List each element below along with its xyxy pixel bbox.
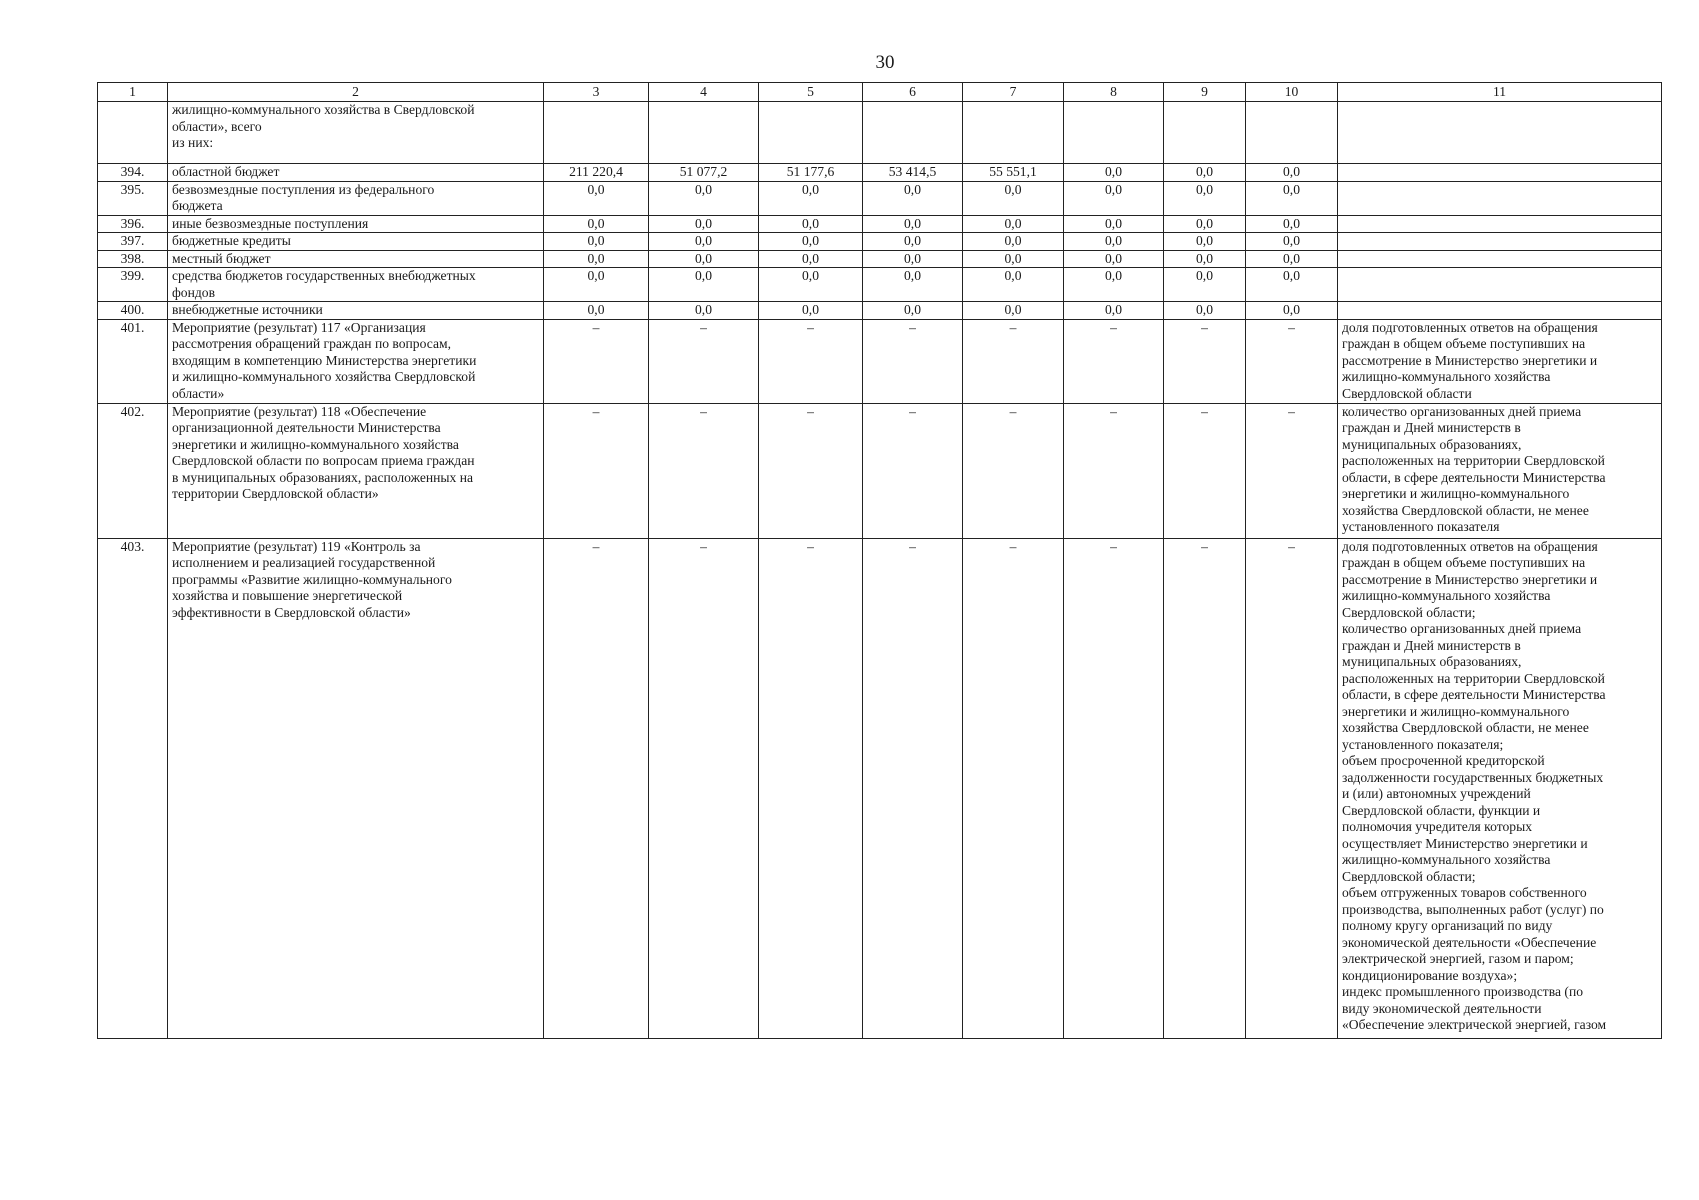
table-row <box>98 250 1662 268</box>
value-cell-col-10: – <box>1246 319 1338 403</box>
row-name-line: входящим в компетенцию Министерства энергетики <box>172 352 477 368</box>
value-cell-col-9: – <box>1164 538 1246 1038</box>
value-cell-col-9: – <box>1164 319 1246 403</box>
indicator-line: доля подготовленных ответов на обращения <box>1342 319 1598 335</box>
value-cell-col-6: 0,0 <box>863 181 963 215</box>
column-number-row <box>98 83 1662 102</box>
row-name-line: бюджета <box>172 198 223 213</box>
value-cell-col-3: 0,0 <box>544 268 649 302</box>
row-indicator <box>1338 268 1662 302</box>
value-cell-col-5: 0,0 <box>759 268 863 302</box>
row-name-line: в муниципальных образованиях, расположенных на <box>172 469 474 485</box>
value-cell-col-3: – <box>544 403 649 538</box>
indicator-line: «Обеспечение электрической энергией, газом <box>1342 1017 1607 1032</box>
value-cell-col-4: – <box>649 403 759 538</box>
indicator-line: Свердловской области, функции и <box>1342 802 1541 818</box>
row-indicator <box>1338 181 1662 215</box>
indicator-line: количество организованных дней приема <box>1342 621 1582 636</box>
row-indicator <box>1338 302 1662 320</box>
value-cell-col-9: 0,0 <box>1164 250 1246 268</box>
row-indicator <box>1338 102 1662 164</box>
row-name-line: Свердловской области по вопросам приема граждан <box>172 453 475 468</box>
value-cell-col-8: 0,0 <box>1064 233 1164 251</box>
value-cell-col-4 <box>649 102 759 164</box>
value-cell-col-8: 0,0 <box>1064 164 1164 182</box>
row-name-line: территории Свердловской области» <box>172 486 379 501</box>
value-cell-col-6: 0,0 <box>863 233 963 251</box>
indicator-line: количество организованных дней приема <box>1342 403 1582 419</box>
value-cell-col-6: 53 414,5 <box>863 164 963 182</box>
value-cell-col-3: 0,0 <box>544 233 649 251</box>
value-cell-col-8: – <box>1064 538 1164 1038</box>
value-cell-col-8: 0,0 <box>1064 215 1164 233</box>
row-name-line: из них: <box>172 135 214 150</box>
value-cell-col-9: 0,0 <box>1164 215 1246 233</box>
value-cell-col-9: 0,0 <box>1164 164 1246 182</box>
value-cell-col-10: – <box>1246 538 1338 1038</box>
indicator-line: экономической деятельности «Обеспечение <box>1342 934 1597 950</box>
table-row <box>98 215 1662 233</box>
table-body <box>98 102 1662 1039</box>
row-indicator <box>1338 164 1662 182</box>
value-cell-col-3 <box>544 102 649 164</box>
row-name-line: организационной деятельности Министерства <box>172 420 441 435</box>
row-indicator <box>1338 233 1662 251</box>
row-name-line: Мероприятие (результат) 118 «Обеспечение <box>172 403 427 419</box>
row-name-line: фондов <box>172 284 216 300</box>
row-name <box>168 403 544 538</box>
row-name-line: хозяйства и повышение энергетической <box>172 588 403 603</box>
value-cell-col-4: – <box>649 538 759 1038</box>
row-name <box>168 302 544 320</box>
value-cell-col-5: 0,0 <box>759 233 863 251</box>
column-header-5: 5 <box>759 83 863 102</box>
value-cell-col-10: 0,0 <box>1246 215 1338 233</box>
row-name-line: безвозмездные поступления из федерального <box>172 181 435 197</box>
value-cell-col-10: 0,0 <box>1246 250 1338 268</box>
indicator-line: электрической энергией, газом и паром; <box>1342 951 1574 966</box>
page-number: 30 <box>875 52 895 73</box>
row-name <box>168 538 544 1038</box>
value-cell-col-9 <box>1164 102 1246 164</box>
indicator-line: энергетики и жилищно-коммунального <box>1342 486 1570 501</box>
value-cell-col-3: 0,0 <box>544 302 649 320</box>
indicator-line: муниципальных образованиях, <box>1342 436 1522 452</box>
value-cell-col-10: 0,0 <box>1246 164 1338 182</box>
value-cell-col-6: 0,0 <box>863 302 963 320</box>
value-cell-col-5: 0,0 <box>759 215 863 233</box>
value-cell-col-8: – <box>1064 319 1164 403</box>
value-cell-col-5: 0,0 <box>759 181 863 215</box>
value-cell-col-9: 0,0 <box>1164 233 1246 251</box>
row-name-line: Мероприятие (результат) 119 «Контроль за <box>172 538 421 554</box>
table-row <box>98 268 1662 302</box>
column-header-11: 11 <box>1338 83 1662 102</box>
row-name <box>168 102 544 164</box>
column-header-1: 1 <box>98 83 168 102</box>
indicator-line: индекс промышленного производства (по <box>1342 984 1584 999</box>
row-name <box>168 250 544 268</box>
row-number <box>98 102 168 164</box>
indicator-line: задолженности государственных бюджетных <box>1342 769 1604 785</box>
value-cell-col-6: 0,0 <box>863 268 963 302</box>
value-cell-col-3: – <box>544 319 649 403</box>
row-number: 402. <box>98 403 168 538</box>
row-name-line: местный бюджет <box>172 250 271 266</box>
column-header-2: 2 <box>168 83 544 102</box>
row-name-line: бюджетные кредиты <box>172 233 291 248</box>
row-name-line: рассмотрения обращений граждан по вопросам, <box>172 336 451 351</box>
row-name-line: области», всего <box>172 118 262 134</box>
indicator-line: полномочия учредителя которых <box>1342 819 1532 834</box>
value-cell-col-7: 0,0 <box>963 268 1064 302</box>
column-header-4: 4 <box>649 83 759 102</box>
row-name-line: внебюджетные источники <box>172 302 323 317</box>
row-number: 399. <box>98 268 168 302</box>
value-cell-col-9: 0,0 <box>1164 181 1246 215</box>
indicator-line: области, в сфере деятельности Министерства <box>1342 687 1606 702</box>
budget-table <box>97 82 1662 1039</box>
table-row <box>98 233 1662 251</box>
value-cell-col-9: 0,0 <box>1164 268 1246 302</box>
row-number: 395. <box>98 181 168 215</box>
value-cell-col-10: – <box>1246 403 1338 538</box>
row-name <box>168 319 544 403</box>
row-indicator <box>1338 403 1662 538</box>
value-cell-col-8: 0,0 <box>1064 181 1164 215</box>
row-number: 403. <box>98 538 168 1038</box>
value-cell-col-7: 55 551,1 <box>963 164 1064 182</box>
value-cell-col-5: 0,0 <box>759 250 863 268</box>
indicator-line: хозяйства Свердловской области, не менее <box>1342 502 1589 518</box>
value-cell-col-5 <box>759 102 863 164</box>
value-cell-col-4: 0,0 <box>649 302 759 320</box>
value-cell-col-6: – <box>863 538 963 1038</box>
value-cell-col-5: – <box>759 403 863 538</box>
column-header-7: 7 <box>963 83 1064 102</box>
value-cell-col-6 <box>863 102 963 164</box>
value-cell-col-3: 211 220,4 <box>544 164 649 182</box>
indicator-line: кондиционирование воздуха»; <box>1342 967 1518 983</box>
indicator-line: осуществляет Министерство энергетики и <box>1342 835 1588 851</box>
row-indicator <box>1338 319 1662 403</box>
indicator-line: Свердловской области; <box>1342 868 1476 884</box>
value-cell-col-7: 0,0 <box>963 215 1064 233</box>
indicator-line: граждан в общем объеме поступивших на <box>1342 555 1586 570</box>
row-name-line: области» <box>172 385 225 401</box>
column-header-9: 9 <box>1164 83 1246 102</box>
value-cell-col-6: 0,0 <box>863 250 963 268</box>
indicator-line: граждан и Дней министерств в <box>1342 420 1521 435</box>
value-cell-col-6: – <box>863 403 963 538</box>
indicator-line: установленного показателя; <box>1342 736 1504 752</box>
value-cell-col-7: 0,0 <box>963 250 1064 268</box>
indicator-line: и (или) автономных учреждений <box>1342 786 1531 801</box>
row-number: 394. <box>98 164 168 182</box>
value-cell-col-9: – <box>1164 403 1246 538</box>
value-cell-col-3: 0,0 <box>544 181 649 215</box>
row-name-line: энергетики и жилищно-коммунального хозяйства <box>172 436 459 452</box>
indicator-line: граждан и Дней министерств в <box>1342 637 1521 653</box>
table-row <box>98 181 1662 215</box>
value-cell-col-8: 0,0 <box>1064 268 1164 302</box>
value-cell-col-3: 0,0 <box>544 250 649 268</box>
row-name <box>168 215 544 233</box>
row-name-line: иные безвозмездные поступления <box>172 215 369 231</box>
table-row <box>98 403 1662 538</box>
table-row <box>98 164 1662 182</box>
value-cell-col-10: 0,0 <box>1246 181 1338 215</box>
row-number: 401. <box>98 319 168 403</box>
table-row <box>98 102 1662 164</box>
value-cell-col-7 <box>963 102 1064 164</box>
indicator-line: расположенных на территории Свердловской <box>1342 670 1605 686</box>
row-name-line: программы «Развитие жилищно-коммунального <box>172 571 452 587</box>
value-cell-col-7: – <box>963 403 1064 538</box>
value-cell-col-5: – <box>759 538 863 1038</box>
row-number: 396. <box>98 215 168 233</box>
value-cell-col-8 <box>1064 102 1164 164</box>
value-cell-col-7: – <box>963 538 1064 1038</box>
row-name-line: эффективности в Свердловской области» <box>172 604 411 620</box>
column-header-3: 3 <box>544 83 649 102</box>
row-name <box>168 181 544 215</box>
indicator-line: области, в сфере деятельности Министерства <box>1342 469 1606 485</box>
value-cell-col-7: 0,0 <box>963 302 1064 320</box>
indicator-line: рассмотрение в Министерство энергетики и <box>1342 352 1598 368</box>
row-name-line: исполнением и реализацией государственной <box>172 555 436 570</box>
value-cell-col-4: 0,0 <box>649 250 759 268</box>
value-cell-col-7: 0,0 <box>963 233 1064 251</box>
row-name <box>168 268 544 302</box>
indicator-line: объем просроченной кредиторской <box>1342 753 1545 768</box>
indicator-line: расположенных на территории Свердловской <box>1342 453 1605 468</box>
row-name-line: жилищно-коммунального хозяйства в Свердловской <box>172 102 475 117</box>
value-cell-col-7: – <box>963 319 1064 403</box>
value-cell-col-5: – <box>759 319 863 403</box>
value-cell-col-3: 0,0 <box>544 215 649 233</box>
row-indicator <box>1338 215 1662 233</box>
indicator-line: Свердловской области; <box>1342 604 1476 620</box>
indicator-line: хозяйства Свердловской области, не менее <box>1342 720 1589 735</box>
indicator-line: виду экономической деятельности <box>1342 1000 1542 1016</box>
row-number: 400. <box>98 302 168 320</box>
row-name-line: Мероприятие (результат) 117 «Организация <box>172 319 426 335</box>
column-header-6: 6 <box>863 83 963 102</box>
indicator-line: объем отгруженных товаров собственного <box>1342 885 1587 900</box>
indicator-line: рассмотрение в Министерство энергетики и <box>1342 571 1598 587</box>
table-row <box>98 538 1662 1038</box>
value-cell-col-10: 0,0 <box>1246 233 1338 251</box>
row-name <box>168 164 544 182</box>
column-header-8: 8 <box>1064 83 1164 102</box>
row-name-line: средства бюджетов государственных внебюджетных <box>172 268 476 283</box>
value-cell-col-4: 0,0 <box>649 233 759 251</box>
table-row <box>98 302 1662 320</box>
indicator-line: производства, выполненных работ (услуг) по <box>1342 901 1604 917</box>
indicator-line: жилищно-коммунального хозяйства <box>1342 852 1551 867</box>
value-cell-col-10 <box>1246 102 1338 164</box>
indicator-line: жилищно-коммунального хозяйства <box>1342 588 1551 603</box>
table-row <box>98 319 1662 403</box>
value-cell-col-5: 51 177,6 <box>759 164 863 182</box>
value-cell-col-4: – <box>649 319 759 403</box>
value-cell-col-10: 0,0 <box>1246 302 1338 320</box>
value-cell-col-4: 51 077,2 <box>649 164 759 182</box>
value-cell-col-4: 0,0 <box>649 268 759 302</box>
value-cell-col-3: – <box>544 538 649 1038</box>
column-header-10: 10 <box>1246 83 1338 102</box>
row-indicator <box>1338 538 1662 1038</box>
value-cell-col-6: – <box>863 319 963 403</box>
indicator-line: энергетики и жилищно-коммунального <box>1342 703 1570 719</box>
value-cell-col-8: – <box>1064 403 1164 538</box>
row-name-line: областной бюджет <box>172 164 280 179</box>
indicator-line: доля подготовленных ответов на обращения <box>1342 538 1598 554</box>
value-cell-col-8: 0,0 <box>1064 302 1164 320</box>
indicator-line: установленного показателя <box>1342 519 1500 534</box>
value-cell-col-8: 0,0 <box>1064 250 1164 268</box>
indicator-line: жилищно-коммунального хозяйства <box>1342 369 1551 384</box>
value-cell-col-4: 0,0 <box>649 215 759 233</box>
indicator-line: Свердловской области <box>1342 385 1472 401</box>
value-cell-col-6: 0,0 <box>863 215 963 233</box>
indicator-line: граждан в общем объеме поступивших на <box>1342 336 1586 351</box>
row-name <box>168 233 544 251</box>
indicator-line: полному кругу организаций по виду <box>1342 918 1553 933</box>
value-cell-col-4: 0,0 <box>649 181 759 215</box>
row-number: 398. <box>98 250 168 268</box>
row-name-line: и жилищно-коммунального хозяйства Свердловской <box>172 369 476 384</box>
value-cell-col-10: 0,0 <box>1246 268 1338 302</box>
value-cell-col-7: 0,0 <box>963 181 1064 215</box>
value-cell-col-5: 0,0 <box>759 302 863 320</box>
row-indicator <box>1338 250 1662 268</box>
value-cell-col-9: 0,0 <box>1164 302 1246 320</box>
row-number: 397. <box>98 233 168 251</box>
indicator-line: муниципальных образованиях, <box>1342 654 1522 669</box>
